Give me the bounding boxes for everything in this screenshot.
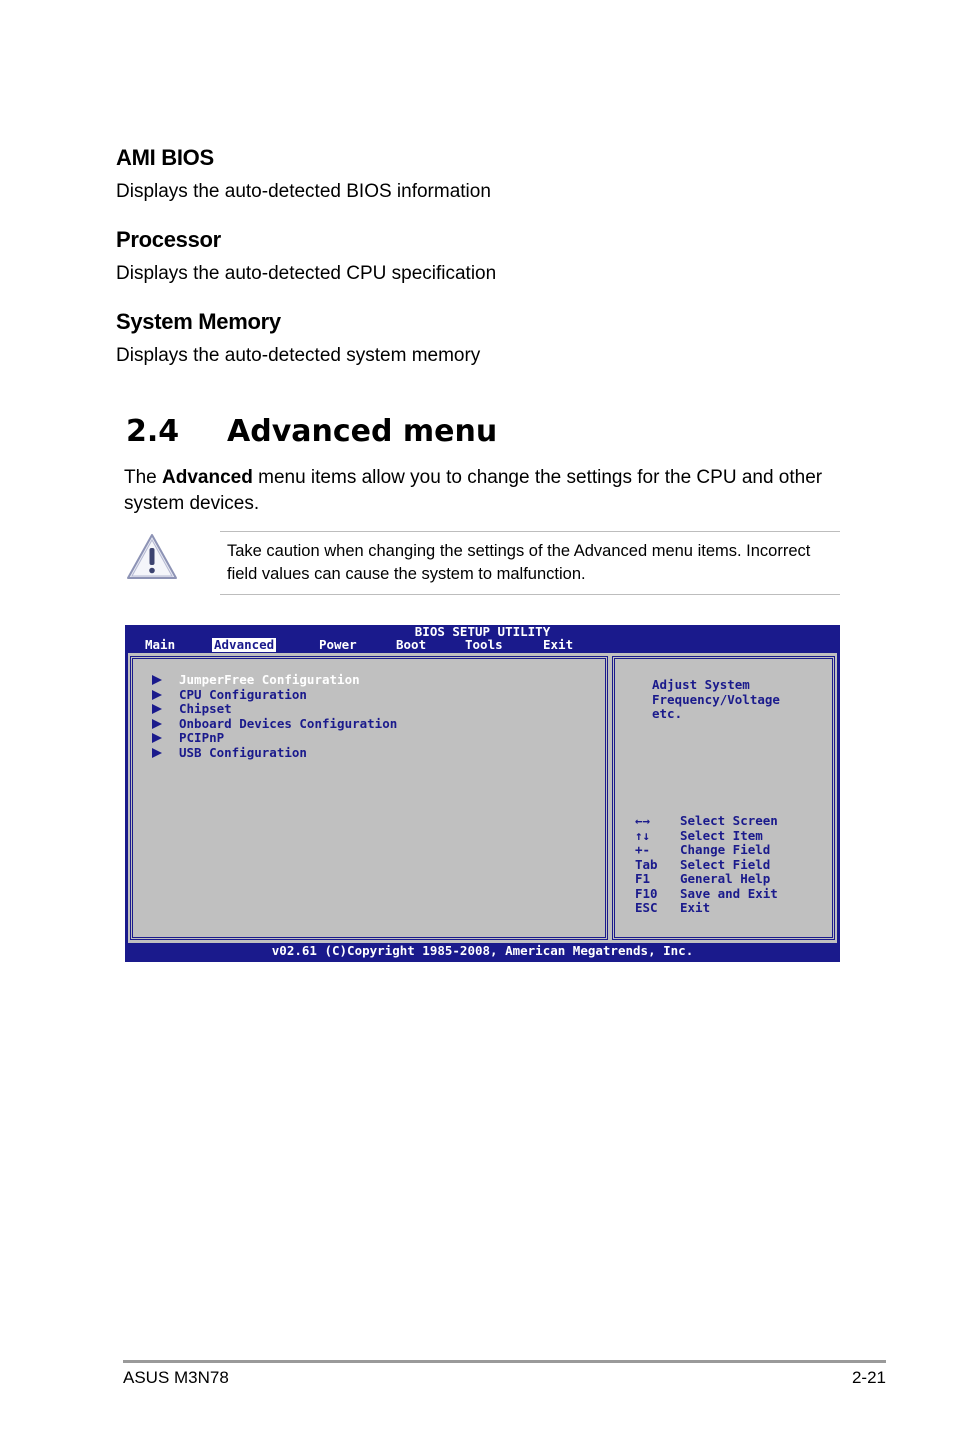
submenu-arrow-icon: [152, 719, 162, 729]
bios-menu-item[interactable]: CPU Configuration: [152, 688, 212, 702]
note-top-rule: [220, 531, 840, 532]
key-desc: Select Screen: [680, 813, 778, 828]
left-right-arrows-icon: ←→: [635, 813, 651, 828]
bios-title: BIOS SETUP UTILITY: [414, 624, 551, 639]
section-heading-ami-bios: AMI BIOS: [116, 145, 214, 170]
key-desc: Save and Exit: [680, 885, 778, 901]
key-desc: Exit: [680, 900, 711, 915]
bios-screen: [125, 625, 840, 962]
bios-tab-advanced[interactable]: Advanced: [214, 637, 275, 652]
bios-tab-tools[interactable]: Tools: [465, 637, 503, 652]
key-label: Tab: [635, 856, 658, 872]
chapter-intro: The Advanced menu items allow you to change the settings for the CPU and other system devices.: [124, 467, 823, 514]
footer-rule: [123, 1360, 886, 1363]
submenu-arrow-icon: [152, 690, 162, 700]
key-desc: General Help: [680, 871, 771, 886]
bios-menu-item[interactable]: PCIPnP: [152, 731, 212, 745]
bios-menu-item[interactable]: USB Configuration: [152, 746, 212, 760]
up-down-arrows-icon: ↑↓: [635, 827, 651, 843]
help-text-line: etc.: [652, 706, 683, 721]
bios-tab-exit[interactable]: Exit: [543, 637, 574, 652]
intro-bold-term: Advanced: [162, 467, 253, 488]
note-bottom-rule: [220, 594, 840, 595]
bios-body: [128, 653, 837, 943]
help-text-line: Frequency/Voltage: [652, 691, 780, 707]
submenu-arrow-icon: [152, 748, 162, 758]
bios-menu-item[interactable]: JumperFree Configuration: [152, 673, 212, 687]
section-text-processor: Displays the auto-detected CPU specification: [116, 263, 497, 284]
key-label: ESC: [635, 900, 658, 915]
bios-help-panel: [612, 656, 835, 940]
bios-tab-boot[interactable]: Boot: [396, 637, 427, 652]
key-desc: Change Field: [680, 842, 771, 857]
bios-tab-main[interactable]: Main: [145, 637, 176, 652]
key-desc: Select Field: [680, 856, 771, 872]
bios-menu-item[interactable]: Chipset: [152, 702, 212, 716]
chapter-title: Advanced menu: [227, 414, 498, 449]
key-label: +-: [635, 842, 651, 857]
help-text-line: Adjust System: [652, 677, 750, 692]
key-desc: Select Item: [680, 827, 763, 843]
submenu-arrow-icon: [152, 675, 162, 685]
caution-text: Take caution when changing the settings of the Advanced menu items. Incorrect field values can cause the system to malfunction.: [227, 542, 811, 583]
footer-product: ASUS M3N78: [123, 1368, 229, 1387]
section-text-ami-bios: Displays the auto-detected BIOS information: [116, 181, 491, 202]
submenu-arrow-icon: [152, 733, 162, 743]
key-label: F10: [635, 885, 658, 901]
section-heading-processor: Processor: [116, 227, 221, 252]
footer-page-number: 2-21: [851, 1368, 886, 1387]
section-heading-system-memory: System Memory: [116, 309, 281, 334]
warning-triangle-icon: [125, 531, 179, 583]
bios-tab-power[interactable]: Power: [319, 637, 357, 652]
bios-tab-bar: [145, 637, 574, 652]
section-text-system-memory: Displays the auto-detected system memory: [116, 345, 481, 366]
submenu-arrow-icon: [152, 704, 162, 714]
bios-copyright: v02.61 (C)Copyright 1985-2008, American Megatrends, Inc.: [271, 943, 694, 958]
key-label: F1: [635, 871, 651, 886]
bios-menu-item[interactable]: Onboard Devices Configuration: [152, 717, 212, 731]
bios-menu-panel: [130, 656, 608, 940]
chapter-number: 2.4: [126, 414, 180, 449]
